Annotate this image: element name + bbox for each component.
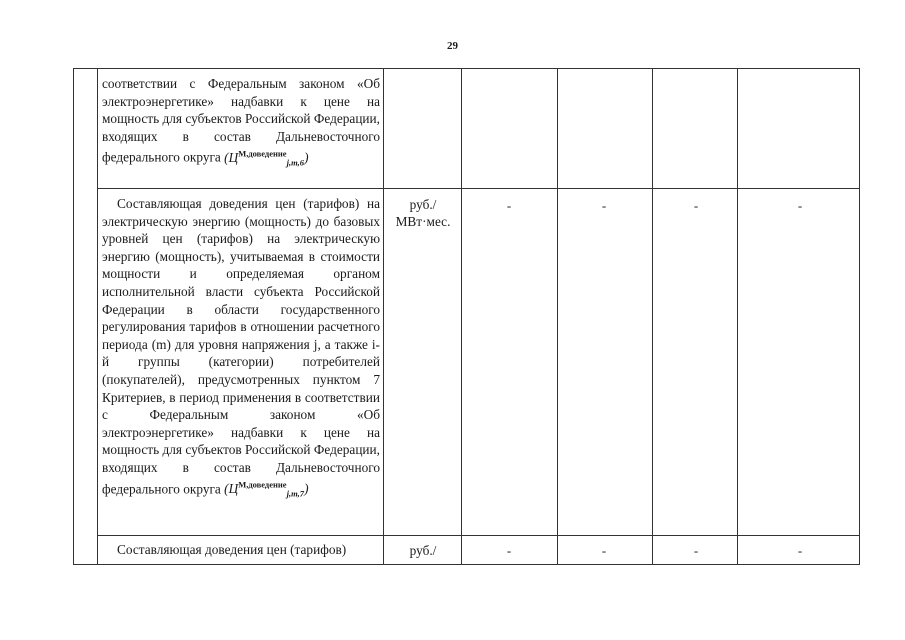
- column-divider: [383, 68, 384, 565]
- column-divider: [652, 68, 653, 565]
- column-divider: [557, 68, 558, 565]
- row-divider: [97, 188, 860, 189]
- row-divider: [97, 535, 860, 536]
- unit-cell: [388, 196, 458, 230]
- value-cell: -: [601, 198, 607, 213]
- column-divider: [97, 68, 98, 565]
- value-cell: -: [797, 198, 803, 213]
- column-divider: [737, 68, 738, 565]
- value-cell: -: [693, 543, 699, 558]
- description-text: соответствии с Федеральным законом «Об электроэнергетике» надбавки к цене на мощность для субъектов Российской Федерации, входящих в состав Дальневосточного федерального округа: [102, 76, 380, 165]
- unit-line: МВт·мес.: [395, 214, 451, 229]
- value-cell: -: [693, 198, 699, 213]
- row-description: [102, 195, 380, 503]
- page-number: 29: [447, 40, 458, 52]
- row-description: [102, 75, 380, 172]
- row-description: [102, 541, 380, 559]
- description-text: Составляющая доведения цен (тарифов): [117, 542, 347, 557]
- value-cell: -: [601, 543, 607, 558]
- description-text: Составляющая доведения цен (тарифов) на электрическую энергию (мощность) до базовых уровней цен (тарифов) на электрическую энергию (мощность), учитываемая в стоимости мощности и определяемая органом исполнительной власти субъекта Российской Федерации в области государственного регулирования тарифов в отношении расчетного периода (m) для уровня напряжения j, а также i-й группы (категории) потребителей (покупателей), предусмотренных пунктом 7 Критериев, в период применения в соответствии с Федеральным законом «Об электроэнергетике» надбавки к цене на мощность для субъектов Российской Федерации, входящих в состав Дальневосточного федерального округа: [102, 196, 380, 496]
- value-cell: -: [797, 543, 803, 558]
- unit-line: руб./: [409, 197, 437, 212]
- column-divider: [461, 68, 462, 565]
- value-cell: -: [506, 198, 512, 213]
- formula: $(Ц^{М,доведение}_{j,m,7})$: [224, 479, 309, 499]
- value-cell: -: [506, 543, 512, 558]
- formula: $(Ц^{М,доведение}_{j,m,6})$: [224, 148, 309, 168]
- unit-line: руб./: [409, 543, 437, 558]
- unit-cell: [388, 542, 458, 559]
